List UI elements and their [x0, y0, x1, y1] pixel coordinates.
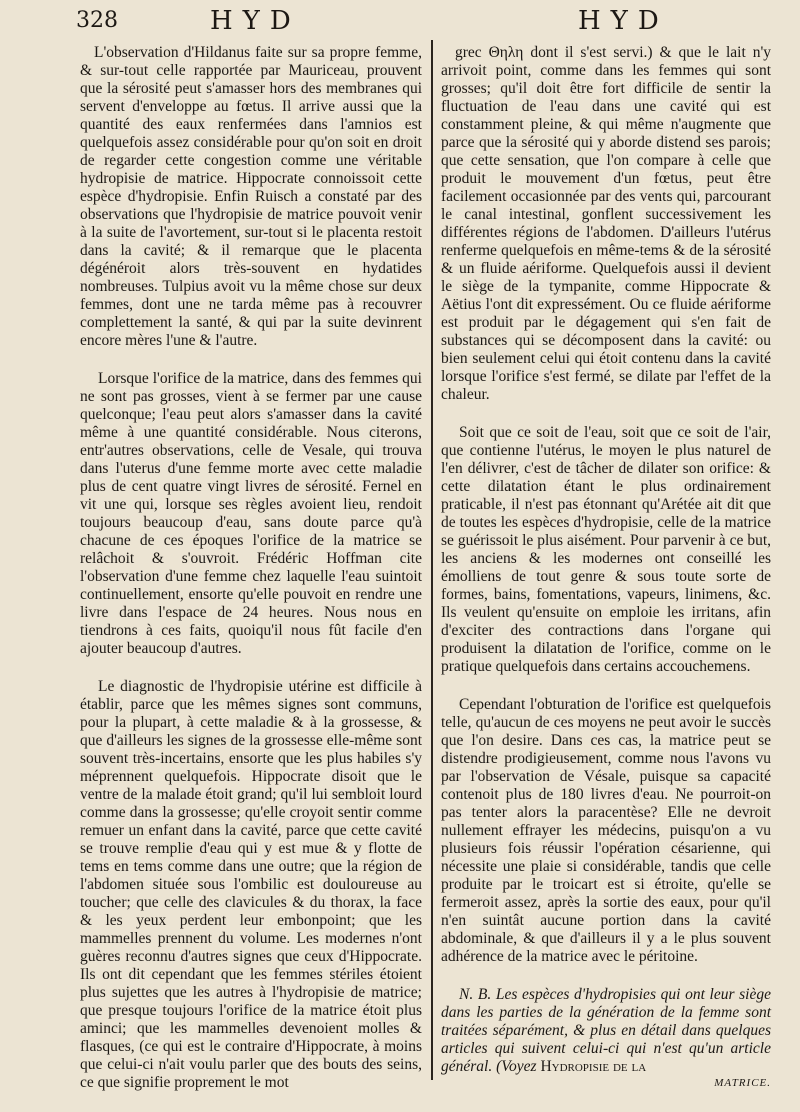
catchword: MATRICE.: [714, 1077, 771, 1089]
paragraph: grec Θηλη dont il s'est servi.) & que le lait n'y arrivoit point, comme dans les femmes qui sont grosses; qu'il doit être fort difficile de sentir la fluctuation de l'eau dans une cavité qui est constamment pleine, & qui même n'augmente que parce que la sérosité qui y aborde distend ses parois; que cette sensation, que l'on compare à celle que produit le mouvement d'un fœtus, peut être facilement occasionnée par des vents qui, parcourant le canal intestinal, gonflent successivement les différentes régions de l'abdomen. D'ailleurs l'utérus renferme quelquefois en même-tems & de la sérosité & un fluide aériforme. Quelquefois aussi il devient le siège de la tympanite, comme Hippocrate & Aëtius l'ont dit expressément. Ou ce fluide aériforme est produit par le dégagement qui s'en fait de substances qui se décomposent dans la cavité: ou bien seulement celui qui étoit contenu dans la cavité lorsque l'orifice s'est fermé, se dilate par l'effet de la chaleur.: [441, 44, 771, 403]
paragraph: Cependant l'obturation de l'orifice est quelquefois telle, qu'aucun de ces moyens ne peut avoir le succès que l'on desire. Dans ces cas, la matrice peut se distendre prodigieusement, comme nous l'avons vu par l'observation de Vésale, puisque sa capacité contenoit plus de 180 livres d'eau. Ne pourroit-on pas tenter alors la paracentèse? Elle ne devroit nullement effrayer les médecins, puisqu'on a vu plusieurs fois réussir l'opération césarienne, qui nécessite une plaie si considérable, tandis que celle produite par le troicart est si étroite, qu'elle se fermeroit assez, après la sortie des eaux, pour qu'il n'en suintât aucune portion dans la cavité abdominale, & que d'ailleurs il y a le plus souvent adhérence de la matrice avec le péritoine.: [441, 696, 771, 965]
running-head-right: HYD: [578, 6, 669, 36]
nota-bene-paragraph: [441, 986, 771, 1092]
page-number: 328: [76, 8, 118, 33]
paragraph: L'observation d'Hildanus faite sur sa propre femme, & sur-tout celle rapportée par Mauriceau, prouvent que la sérosité peut s'amasser hors des membranes qui servent d'enveloppe au fœtus. Il arrive aussi que la quantité des eaux renfermées dans l'amnios est quelquefois assez considérable pour qu'on soit en droit de regarder cette congestion comme une véritable hydropisie de matrice. Hippocrate connoissoit cette espèce d'hydropisie. Enfin Ruisch a constaté par des observations que l'hydropisie de matrice pouvoit venir à la suite de l'avortement, sur-tout si le placenta restoit dans la cavité; & il remarque que le placenta dégénéroit alors très-souvent en hydatides nombreuses. Tulpius avoit vu la même chose sur deux femmes, dont une ne tarda même pas à recouvrer complettement la santé, & qui par la suite devinrent encore mères l'une & l'autre.: [80, 44, 422, 349]
cross-reference: Hydropisie de la: [540, 1058, 647, 1075]
paragraph: Le diagnostic de l'hydropisie utérine est difficile à établir, parce que les mêmes signes sont communs, pour la plupart, à cette maladie & à la grossesse, & que d'ailleurs les signes de la grossesse elle-même sont souvent très-incertains, ensorte que les plus habiles s'y méprennent quelquefois. Hippocrate disoit que le ventre de la malade étoit grand; qu'il lui sembloit lourd comme dans la grossesse; qu'elle croyoit sentir comme remuer un enfant dans la cavité, parce que cette cavité se trouve remplie d'eau qui y est mue & y flotte de tems en tems comme dans une outre; que la région de l'abdomen située sous l'ombilic est douloureuse au toucher; que celle des clavicules & du thorax, la face & les yeux perdent leur embonpoint; que les mammelles prennent du volume. Les modernes n'ont guères reconnu d'autres signes que ceux d'Hippocrate. Ils ont dit cependant que les femmes stériles étoient plus sujettes que les autres à l'hydropisie de matrice; que presque toujours l'orifice de la matrice étoit plus aminci; que les mammelles devenoient molles & flasques, (ce qui est le contraire d'Hippocrate, à moins que celui-ci n'ait voulu parler que des bouts des seins, ce que signifie proprement le mot: [80, 678, 422, 1091]
column-divider: [431, 40, 433, 1080]
nota-bene-text: N. B. Les espèces d'hydropisies qui ont leur siège dans les parties de la génération de la femme sont traitées séparément, & plus en détail dans quelques articles qui suivent celui-ci qui n'est qu'un article général. (Voyez: [441, 986, 771, 1075]
running-head-left: HYD: [210, 6, 301, 36]
paragraph: Soit que ce soit de l'eau, soit que ce soit de l'air, que contienne l'utérus, le moyen le plus naturel de l'en délivrer, c'est de tâcher de dilater son orifice: & cette dilatation étant le plus ordinairement praticable, il n'est pas étonnant qu'Arétée ait dit que de toutes les espèces d'hydropisie, celle de la matrice se guérissoit le plus aisément. Pour parvenir à ce but, les anciens & les modernes ont conseillé les émolliens de tout genre & sous toute sorte de formes, bains, fomentations, vapeurs, linimens, &c. Ils veulent qu'ensuite on emploie les irritans, afin d'exciter des contractions dans l'organe qui produisent la dilatation de l'orifice, comme on le pratique quelquefois dans certains accouchemens.: [441, 424, 771, 675]
left-column: [80, 44, 422, 1112]
paragraph: Lorsque l'orifice de la matrice, dans des femmes qui ne sont pas grosses, vient à se fermer par une cause quelconque; l'eau peut alors s'amasser dans la cavité même à une quantité considérable. Nous citerons, entr'autres observations, celle de Vesale, qui trouva dans l'uterus d'une femme morte avec cette maladie plus de cent quatre vingt livres de sérosité. Fernel en vit une qui, lorsque ses règles avoient lieu, rendoit toujours beaucoup d'eau, sans doute parce qu'à chacune de ces époques l'orifice de la matrice se relâchoit & s'ouvroit. Frédéric Hoffman cite l'observation d'une femme chez laquelle l'eau suintoit continuellement, ensorte qu'elle pouvoit en rendre une livre dans l'espace de 24 heures. Nous nous en tiendrons à ces faits, quoiqu'il nous fût facile d'en ajouter beaucoup d'autres.: [80, 370, 422, 657]
right-column: [441, 44, 771, 1112]
